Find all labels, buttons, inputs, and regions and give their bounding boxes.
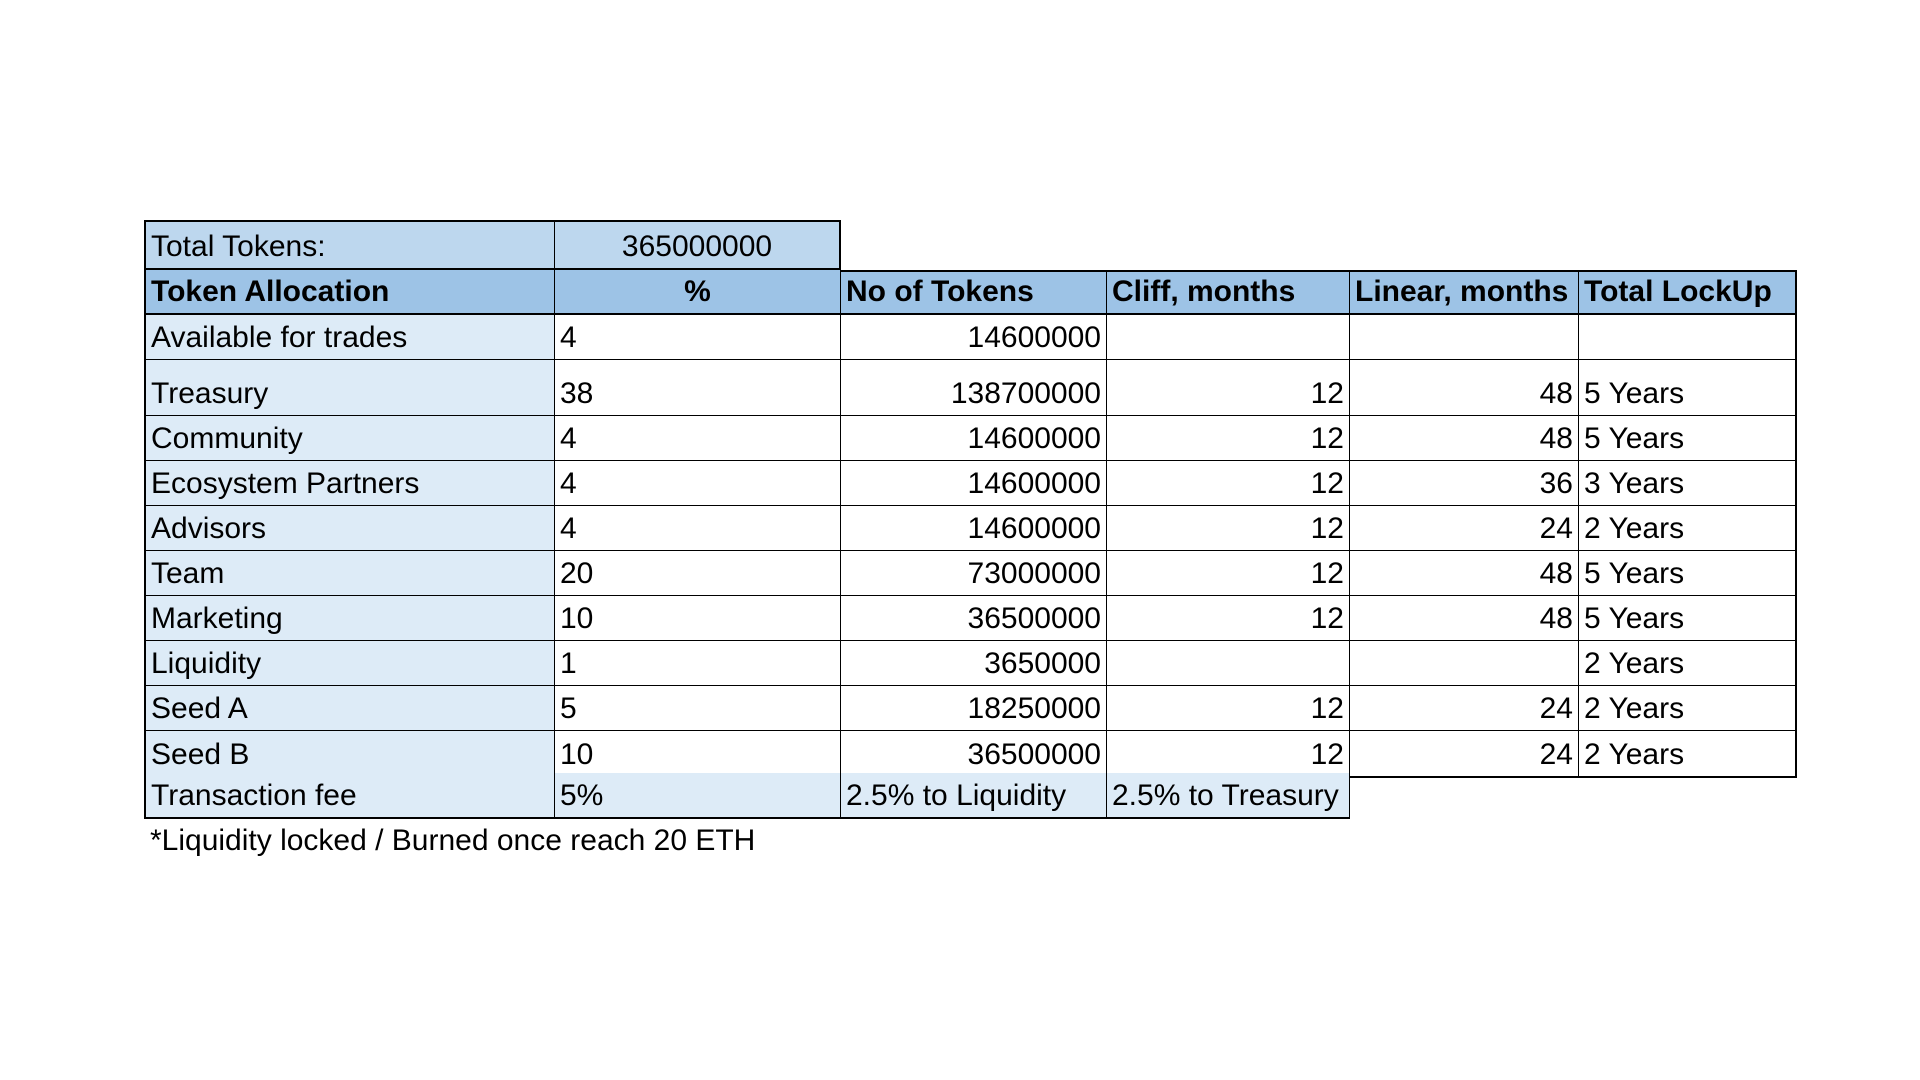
allocation-tokens-cell <box>841 461 1107 506</box>
allocation-cliff: 12 <box>1310 512 1344 545</box>
allocation-name-cell <box>144 686 555 731</box>
allocation-linear-cell <box>1350 551 1579 596</box>
total-tokens-value-cell <box>555 220 841 270</box>
allocation-lockup: 2 Years <box>1584 738 1685 771</box>
allocation-tokens-cell <box>841 686 1107 731</box>
allocation-cliff-cell <box>1107 641 1350 686</box>
allocation-name-cell <box>144 596 555 641</box>
fee-treasury-cell <box>1107 773 1350 819</box>
allocation-linear: 24 <box>1539 692 1573 725</box>
header-no-of-tokens <box>841 270 1107 315</box>
allocation-percent: 4 <box>560 422 577 455</box>
allocation-lockup: 5 Years <box>1584 557 1685 590</box>
fee-treasury: 2.5% to Treasury <box>1112 779 1339 812</box>
header-total-lockup <box>1579 270 1797 315</box>
allocation-percent: 4 <box>560 321 577 354</box>
allocation-tokens-cell <box>841 641 1107 686</box>
allocation-lockup-cell <box>1579 551 1797 596</box>
header-no-of-tokens-label: No of Tokens <box>846 275 1034 308</box>
header-percent <box>555 270 841 315</box>
allocation-name-cell <box>144 731 555 778</box>
allocation-percent-cell <box>555 315 841 360</box>
allocation-percent: 38 <box>560 377 594 410</box>
allocation-linear-cell <box>1350 315 1579 360</box>
allocation-linear: 24 <box>1539 512 1573 545</box>
allocation-lockup-cell <box>1579 315 1797 360</box>
allocation-tokens: 14600000 <box>967 422 1101 455</box>
allocation-cliff-cell <box>1107 551 1350 596</box>
allocation-linear: 48 <box>1539 422 1573 455</box>
allocation-percent: 5 <box>560 692 577 725</box>
allocation-percent: 20 <box>560 557 594 590</box>
allocation-tokens: 18250000 <box>967 692 1101 725</box>
allocation-name: Marketing <box>151 602 283 635</box>
allocation-name-cell <box>144 506 555 551</box>
total-tokens-label: Total Tokens: <box>151 230 326 263</box>
allocation-linear-cell <box>1350 731 1579 778</box>
allocation-percent-cell <box>555 360 841 416</box>
allocation-linear-cell <box>1350 360 1579 416</box>
allocation-cliff-cell <box>1107 461 1350 506</box>
allocation-name: Community <box>151 422 303 455</box>
allocation-cliff-cell <box>1107 506 1350 551</box>
allocation-tokens-cell <box>841 315 1107 360</box>
header-token-allocation-label: Token Allocation <box>151 275 390 308</box>
header-token-allocation <box>144 270 555 315</box>
allocation-lockup: 2 Years <box>1584 647 1685 680</box>
allocation-tokens: 14600000 <box>967 467 1101 500</box>
allocation-lockup-cell <box>1579 596 1797 641</box>
allocation-cliff: 12 <box>1310 557 1344 590</box>
allocation-percent-cell <box>555 596 841 641</box>
allocation-cliff-cell <box>1107 731 1350 778</box>
header-percent-label: % <box>684 275 711 308</box>
allocation-percent: 4 <box>560 467 577 500</box>
allocation-lockup-cell <box>1579 641 1797 686</box>
allocation-cliff: 12 <box>1310 377 1344 410</box>
allocation-tokens-cell <box>841 360 1107 416</box>
allocation-lockup: 2 Years <box>1584 512 1685 545</box>
allocation-linear-cell <box>1350 416 1579 461</box>
header-total-lockup-label: Total LockUp <box>1584 275 1772 308</box>
allocation-lockup-cell <box>1579 360 1797 416</box>
allocation-tokens: 73000000 <box>967 557 1101 590</box>
allocation-percent: 1 <box>560 647 577 680</box>
allocation-tokens-cell <box>841 416 1107 461</box>
allocation-tokens-cell <box>841 596 1107 641</box>
allocation-percent-cell <box>555 641 841 686</box>
allocation-percent-cell <box>555 461 841 506</box>
allocation-name-cell <box>144 461 555 506</box>
allocation-linear: 48 <box>1539 377 1573 410</box>
allocation-cliff-cell <box>1107 686 1350 731</box>
header-cliff-label: Cliff, months <box>1112 275 1296 308</box>
allocation-cliff: 12 <box>1310 738 1344 771</box>
allocation-linear-cell <box>1350 641 1579 686</box>
allocation-percent: 4 <box>560 512 577 545</box>
allocation-lockup-cell <box>1579 461 1797 506</box>
allocation-name: Liquidity <box>151 647 262 680</box>
allocation-lockup-cell <box>1579 416 1797 461</box>
allocation-tokens: 3650000 <box>984 647 1101 680</box>
allocation-tokens: 36500000 <box>967 738 1101 771</box>
allocation-linear: 24 <box>1539 738 1573 771</box>
allocation-lockup: 5 Years <box>1584 377 1685 410</box>
allocation-name: Advisors <box>151 512 267 545</box>
allocation-lockup-cell <box>1579 686 1797 731</box>
allocation-linear: 48 <box>1539 557 1573 590</box>
fee-liquidity-cell <box>841 773 1107 819</box>
allocation-tokens: 138700000 <box>950 377 1101 410</box>
allocation-tokens: 36500000 <box>967 602 1101 635</box>
allocation-cliff-cell <box>1107 416 1350 461</box>
allocation-cliff: 12 <box>1310 422 1344 455</box>
allocation-linear-cell <box>1350 461 1579 506</box>
allocation-linear-cell <box>1350 686 1579 731</box>
header-linear <box>1350 270 1579 315</box>
allocation-lockup: 5 Years <box>1584 422 1685 455</box>
allocation-tokens: 14600000 <box>967 321 1101 354</box>
allocation-lockup: 5 Years <box>1584 602 1685 635</box>
fee-label-cell <box>144 773 555 819</box>
allocation-lockup: 3 Years <box>1584 467 1685 500</box>
allocation-tokens-cell <box>841 731 1107 778</box>
allocation-percent: 10 <box>560 738 594 771</box>
allocation-cliff-cell <box>1107 596 1350 641</box>
fee-label: Transaction fee <box>151 779 357 812</box>
allocation-tokens-cell <box>841 551 1107 596</box>
allocation-lockup: 2 Years <box>1584 692 1685 725</box>
allocation-name-cell <box>144 315 555 360</box>
header-cliff <box>1107 270 1350 315</box>
allocation-percent-cell <box>555 686 841 731</box>
header-linear-label: Linear, months <box>1355 275 1569 308</box>
allocation-tokens: 14600000 <box>967 512 1101 545</box>
allocation-cliff-cell <box>1107 360 1350 416</box>
allocation-lockup-cell <box>1579 731 1797 778</box>
allocation-percent: 10 <box>560 602 594 635</box>
allocation-name: Seed A <box>151 692 248 725</box>
total-tokens-label-cell <box>144 220 555 270</box>
allocation-name-cell <box>144 641 555 686</box>
allocation-name: Available for trades <box>151 321 408 354</box>
allocation-percent-cell <box>555 416 841 461</box>
fee-liquidity: 2.5% to Liquidity <box>846 779 1067 812</box>
allocation-name: Team <box>151 557 225 590</box>
allocation-cliff: 12 <box>1310 602 1344 635</box>
allocation-percent-cell <box>555 506 841 551</box>
fee-pct: 5% <box>560 779 604 812</box>
allocation-cliff: 12 <box>1310 467 1344 500</box>
allocation-name-cell <box>144 360 555 416</box>
allocation-name-cell <box>144 416 555 461</box>
allocation-tokens-cell <box>841 506 1107 551</box>
allocation-percent-cell <box>555 731 841 778</box>
allocation-name: Seed B <box>151 738 250 771</box>
allocation-percent-cell <box>555 551 841 596</box>
total-tokens-value: 365000000 <box>621 230 773 263</box>
fee-pct-cell <box>555 773 841 819</box>
allocation-linear: 36 <box>1539 467 1573 500</box>
allocation-cliff: 12 <box>1310 692 1344 725</box>
allocation-linear-cell <box>1350 596 1579 641</box>
allocation-name: Ecosystem Partners <box>151 467 420 500</box>
allocation-name-cell <box>144 551 555 596</box>
allocation-linear-cell <box>1350 506 1579 551</box>
allocation-name: Treasury <box>151 377 269 410</box>
allocation-linear: 48 <box>1539 602 1573 635</box>
liquidity-footnote: *Liquidity locked / Burned once reach 20 ETH <box>150 824 756 857</box>
allocation-lockup-cell <box>1579 506 1797 551</box>
allocation-cliff-cell <box>1107 315 1350 360</box>
